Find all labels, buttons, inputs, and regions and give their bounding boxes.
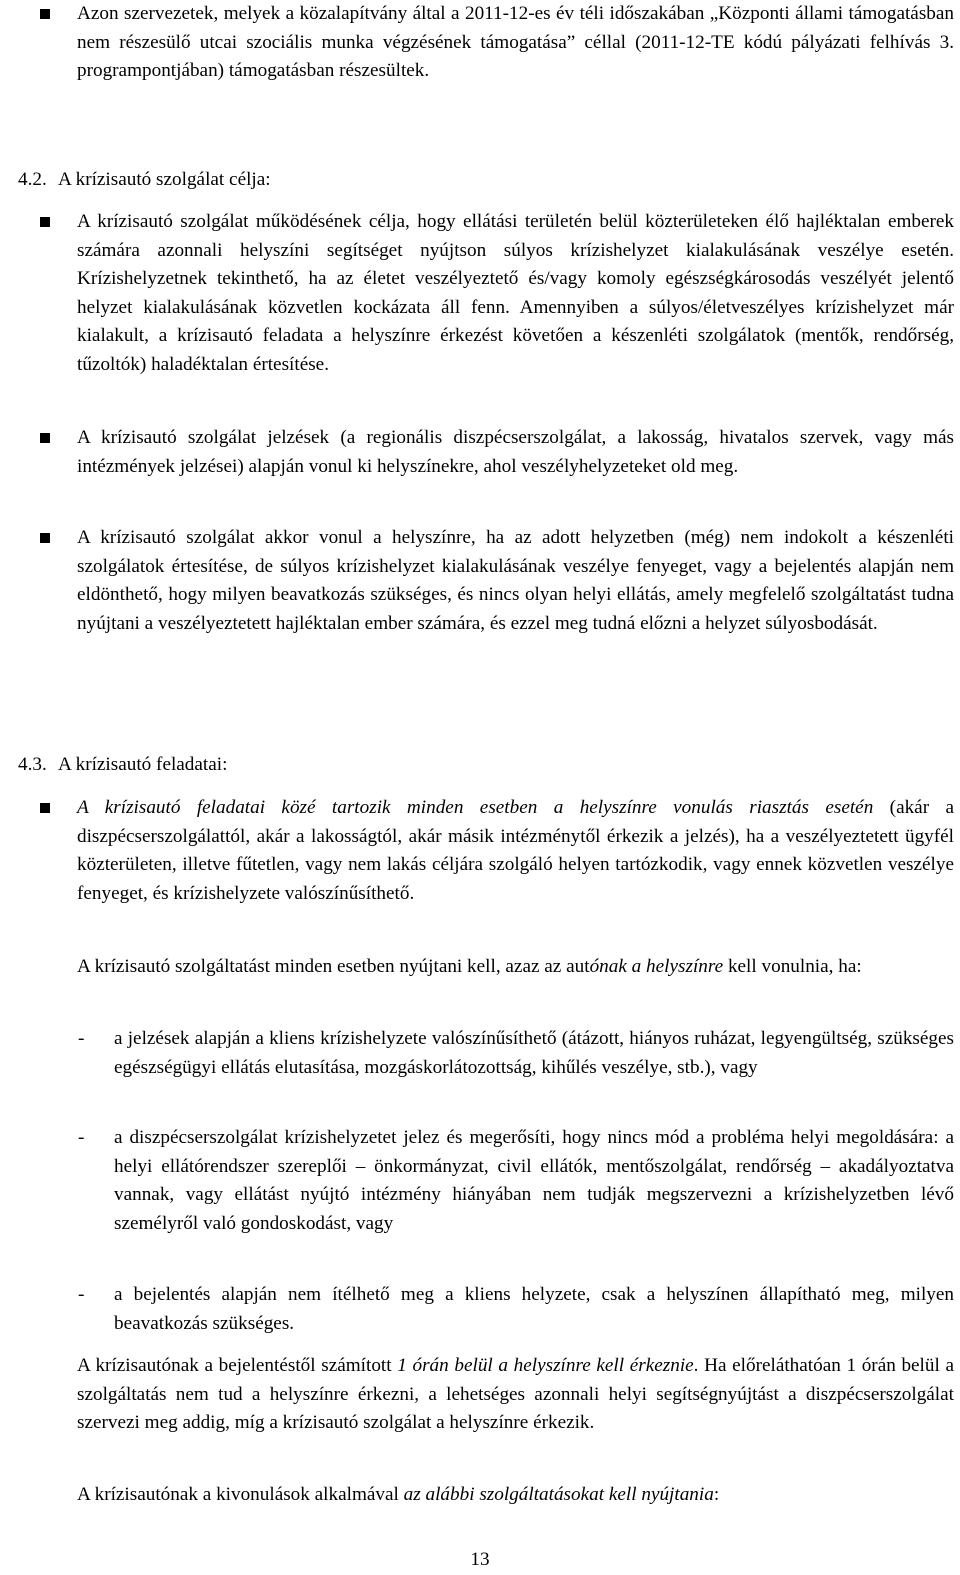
goal-paragraph-3: A krízisautó szolgálat akkor vonul a helyszínre, ha az adott helyzetben (még) nem indokolt a készenléti szolgálatok értesítése, de súlyos krízishelyzet kialakulásának veszélye fenyeget, vagy a bejelentés alapján nem eldönthető, hogy milyen beavatkozás szükséges, és nincs olyan helyi ellátás, amely megfelelő szolgáltatást tudna nyújtani a veszélyeztetett hajléktalan ember számára, és ezzel meg tudná előzni a helyzet súlyosbodását. [77,527,954,634]
intro-paragraph: Azon szervezetek, melyek a közalapítvány által a 2011-12-es év téli időszakában „Központi állami támogatásban nem részesülő utcai szociális munka végzésének támogatása” céllal (2011-12-TE kódú pályázati felhívás 3. programpontjában) támogatásban részesültek. [77,3,954,82]
obligation-italic: ónak a helyszínre [589,956,724,977]
page-number: 13 [470,1549,490,1570]
dash-marker: - [78,1127,85,1148]
section-number: 4.3. [18,754,47,775]
condition-item-2: a diszpécserszolgálat krízishelyzetet jelez és megerősíti, hogy nincs mód a probléma helyi megoldására: a helyi ellátórendszer szereplői – önkormányzat, civil ellátók, mentőszolgálat, rendőrség – akadályoztatva vannak, vagy ellátást nyújtó intézmény hiányában nem tudják megszervezni a krízishelyzetben lévő személyről való gondoskodást, vagy [114,1127,954,1234]
tasks-paragraph [77,794,954,908]
services-text: A krízisautónak a kivonulások alkalmával [77,1484,404,1505]
condition-item-3: a bejelentés alapján nem ítélhető meg a kliens helyzete, csak a helyszínen állapítható meg, milyen beavatkozás szükséges. [114,1284,954,1334]
deadline-rest: . Ha előreláthatóan 1 órán belül a szolgáltatás nem tud a helyszínre érkezni, a lehetséges azonnali helyi segítségnyújtást a diszpécserszolgálat szervezi meg addig, míg a krízisautó szolgálat a helyszínre érkezik. [77,1355,954,1434]
section-heading-4-3 [18,751,227,780]
tasks-italic: A krízisautó feladatai közé tartozik minden esetben a helyszínre vonulás riasztás esetén [77,797,874,818]
section-heading-4-2 [18,166,271,195]
tasks-rest: (akár a diszpécserszolgálattól, akár a lakosságtól, akár másik intézménytől érkezik a jelzés), ha a veszélyeztetett ügyfél közterületen, illetve fűtetlen, vagy nem lakás céljára szolgáló helyen tartózkodik, vagy ennek közvetlen veszélye fenyeget, és krízishelyzete valószínűsíthető. [77,797,954,904]
services-paragraph [77,1481,954,1510]
deadline-text: A krízisautónak a bejelentéstől számított [77,1355,398,1376]
condition-item-1: a jelzések alapján a kliens krízishelyzete valószínűsíthető (átázott, hiányos ruházat, legyengültség, szükséges egészségügyi ellátás elutasítása, mozgáskorlátozottság, kihűlés veszélye, stb.), vagy [114,1028,954,1078]
section-title: A krízisautó szolgálat célja: [58,169,271,190]
goal-paragraph-1: A krízisautó szolgálat működésének célja, hogy ellátási területén belül közterületeken élő hajléktalan emberek számára azonnali helyszíni segítséget nyújtson súlyos krízishelyzet kialakulásának veszélye esetén. Krízishelyzetnek tekinthető, ha az életet veszélyeztető és/vagy komoly egészségkárosodás veszélyét jelentő helyzet kialakulásának közvetlen kockázata áll fenn. Amennyiben a súlyos/életveszélyes krízishelyzet már kialakult, a krízisautó feladata a helyszínre érkezést követően a készenléti szolgálatok (mentők, rendőrség, tűzoltók) haladéktalan értesítése. [77,211,954,375]
obligation-end: kell vonulnia, ha: [723,956,862,977]
obligation-paragraph [77,953,954,982]
section-number: 4.2. [18,169,47,190]
deadline-italic: 1 órán belül a helyszínre kell érkeznie [397,1355,694,1376]
services-end: : [713,1484,720,1505]
section-title: A krízisautó feladatai: [58,754,228,775]
goal-paragraph-2: A krízisautó szolgálat jelzések (a regionális diszpécserszolgálat, a lakosság, hivatalos szervek, vagy más intézmények jelzései) alapján vonul ki helyszínekre, ahol veszélyhelyzeteket old meg. [77,427,954,477]
bullet-marker [40,433,50,443]
obligation-text: A krízisautó szolgáltatást minden esetben nyújtani kell, azaz az aut [77,956,590,977]
dash-marker: - [78,1284,85,1305]
bullet-marker [40,533,50,543]
bullet-marker [40,803,50,813]
deadline-paragraph [77,1352,954,1438]
bullet-marker [40,217,50,227]
services-italic: az alábbi szolgáltatásokat kell nyújtania [403,1484,714,1505]
dash-marker: - [78,1028,85,1049]
bullet-marker [40,9,50,19]
